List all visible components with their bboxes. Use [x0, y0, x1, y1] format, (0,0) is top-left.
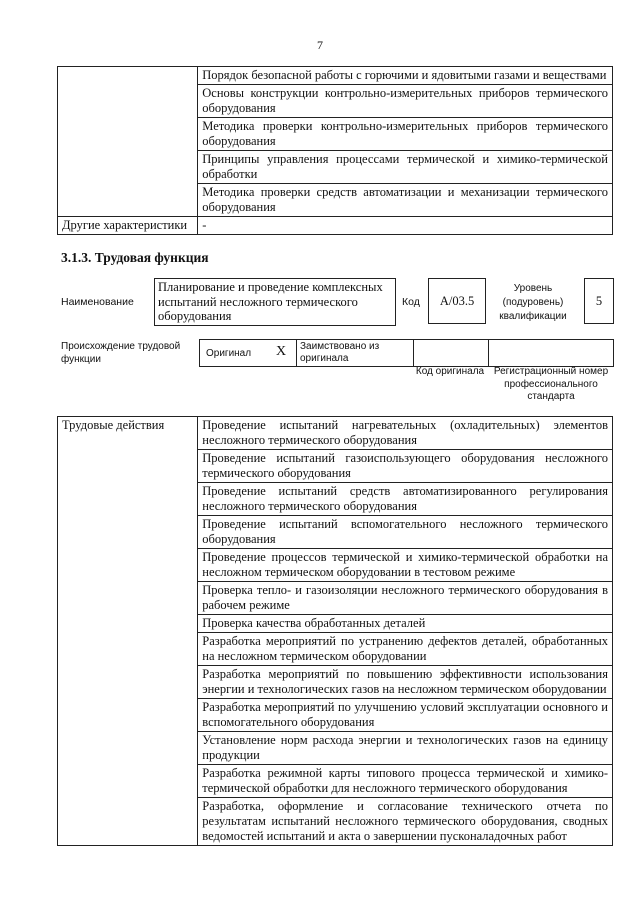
page-number: 7: [317, 38, 323, 52]
action-item: Разработка, оформление и согласование технического отчета по результатам испытаний несложного термического оборудования, сводных ведомостей испытаний и акта о завершении пусконаладочных работ: [198, 798, 613, 846]
knowledge-item: Порядок безопасной работы с горючими и ядовитыми газами и веществами: [198, 67, 613, 85]
function-name-box: [154, 278, 396, 326]
borrowed-cell: [296, 339, 414, 367]
knowledge-label-cell: [58, 67, 198, 217]
knowledge-item: Методика проверки средств автоматизации и механизации термического оборудования: [198, 184, 613, 217]
level-box: [584, 278, 614, 324]
action-item: Проведение процессов термической и химико-термической обработки на несложном термическом оборудовании в тестовом режиме: [198, 549, 613, 582]
action-item: Проведение испытаний газоиспользующего оборудования несложного термического оборудования: [198, 450, 613, 483]
table-row: [58, 67, 613, 85]
knowledge-item: Принципы управления процессами термической и химико-термической обработки: [198, 151, 613, 184]
table-row: [58, 217, 613, 235]
reg-number-label: Регистрационный номер профессионального стандарта: [493, 366, 609, 402]
original-label: Оригинал: [206, 348, 252, 359]
function-code-value: A/03.5: [439, 294, 475, 308]
action-item: Разработка мероприятий по улучшению условий эксплуатации основного и вспомогательного оборудования: [198, 699, 613, 732]
action-item: Проведение испытаний средств автоматизированного регулирования несложного термического оборудования: [198, 483, 613, 516]
other-characteristics-label: Другие характеристики: [58, 217, 198, 235]
table-row: [58, 417, 613, 450]
level-value: 5: [595, 294, 603, 308]
action-item: Установление норм расхода энергии и технологических газов на единицу продукции: [198, 732, 613, 765]
level-label: Уровень (подуровень) квалификации: [499, 283, 567, 322]
function-code-box: [428, 278, 486, 324]
code-original-label: Код оригинала: [415, 366, 485, 377]
actions-table: [57, 416, 613, 846]
name-label: Наименование: [61, 296, 134, 308]
action-item: Разработка мероприятий по повышению эффективности использования энергии и технологических газов на несложном термическом оборудовании: [198, 666, 613, 699]
original-mark: X: [276, 344, 287, 359]
knowledge-item: Основы конструкции контрольно-измерительных приборов термического оборудования: [198, 85, 613, 118]
action-item: Разработка мероприятий по устранению дефектов деталей, обработанных на несложном термическом оборудовании: [198, 633, 613, 666]
function-name-value: Планирование и проведение комплексных испытаний несложного термического оборудования: [158, 280, 383, 323]
knowledge-table: [57, 66, 613, 235]
reg-number-cell: [488, 339, 614, 367]
code-original-cell: [413, 339, 489, 367]
other-characteristics-value: -: [198, 217, 613, 235]
action-item: Проверка тепло- и газоизоляции несложного термического оборудования в рабочем режиме: [198, 582, 613, 615]
action-item: Проведение испытаний нагревательных (охладительных) элементов несложного термического оборудования: [198, 417, 613, 450]
origin-label: Происхождение трудовой функции: [61, 341, 181, 365]
action-item: Проведение испытаний вспомогательного несложного термического оборудования: [198, 516, 613, 549]
section-title: 3.1.3. Трудовая функция: [61, 250, 209, 265]
code-label: Код: [402, 296, 420, 308]
actions-label: Трудовые действия: [58, 417, 198, 846]
knowledge-item: Методика проверки контрольно-измерительных приборов термического оборудования: [198, 118, 613, 151]
borrowed-label: Заимствовано из оригинала: [300, 341, 380, 364]
action-item: Разработка режимной карты типового процесса термической и химико-термической обработки для несложного термического оборудования: [198, 765, 613, 798]
original-cell: [199, 339, 297, 367]
action-item: Проверка качества обработанных деталей: [198, 615, 613, 633]
